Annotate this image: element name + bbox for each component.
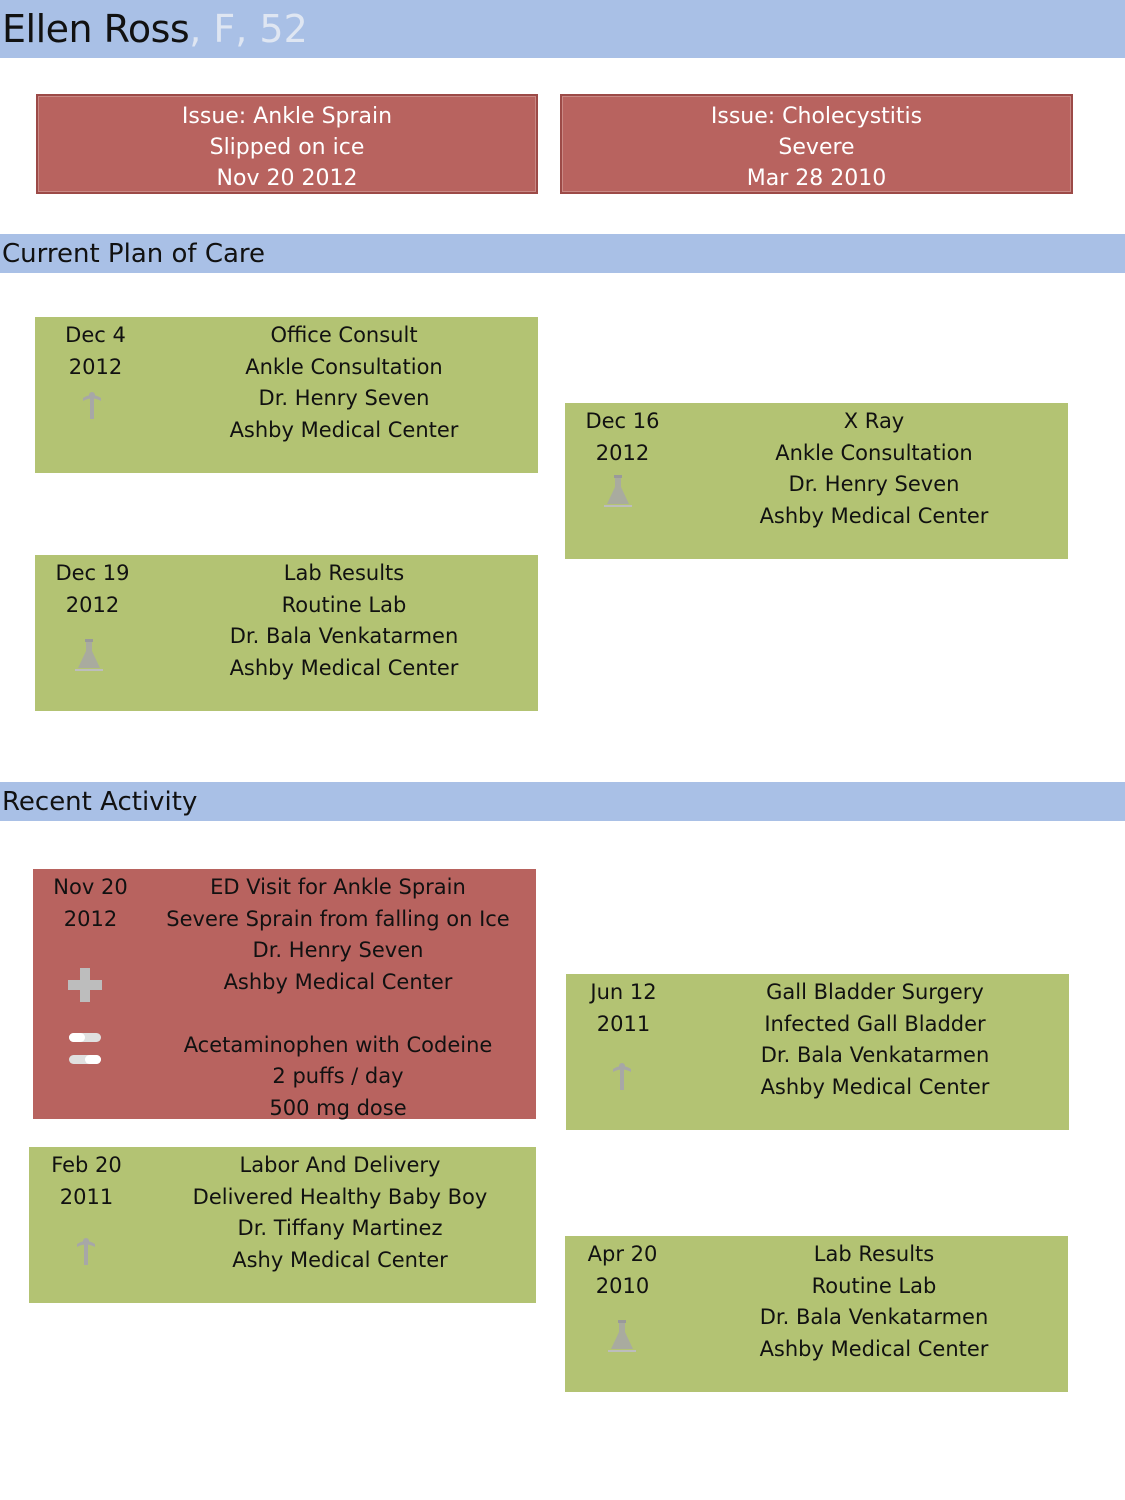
card-doctor: Dr. Bala Venkatarmen <box>229 624 459 648</box>
card-month-day: Dec 19 <box>55 561 130 585</box>
spacer <box>140 998 536 1030</box>
lab-flask-icon <box>69 635 109 675</box>
card-type: X Ray <box>843 409 905 433</box>
card-doctor: Dr. Tiffany Martinez <box>237 1216 443 1240</box>
card-doctor: Dr. Bala Venkatarmen <box>759 1305 989 1329</box>
card-doctor: Dr. Bala Venkatarmen <box>760 1043 990 1067</box>
card-doctor: Dr. Henry Seven <box>252 938 424 962</box>
card-facility: Ashy Medical Center <box>232 1247 448 1272</box>
card-year: 2010 <box>595 1273 650 1298</box>
card-reason: Delivered Healthy Baby Boy <box>192 1184 488 1209</box>
activity-card-ed-visit[interactable] <box>33 869 536 1119</box>
card-year: 2011 <box>596 1011 651 1036</box>
card-year: 2012 <box>595 440 650 465</box>
issue-card-ankle-sprain[interactable] <box>36 94 538 194</box>
card-type: Lab Results <box>283 561 405 585</box>
card-facility: Ashby Medical Center <box>760 1074 990 1099</box>
caduceus-icon <box>66 1231 106 1271</box>
issue-title: Issue: Cholecystitis <box>710 104 923 129</box>
card-reason: Ankle Consultation <box>775 440 973 465</box>
issue-detail: Severe <box>778 135 855 160</box>
card-reason: Routine Lab <box>811 1273 937 1298</box>
activity-card-labor-and-delivery[interactable] <box>29 1147 536 1303</box>
card-doctor: Dr. Henry Seven <box>258 386 430 410</box>
card-body <box>140 872 536 1124</box>
activity-card-lab-results[interactable] <box>565 1236 1068 1392</box>
card-date <box>565 1239 680 1302</box>
recent-activity-header <box>0 782 1125 821</box>
card-reason: Severe Sprain from falling on Ice <box>166 906 510 931</box>
card-reason: Ankle Consultation <box>245 354 443 379</box>
card-date <box>35 558 150 621</box>
card-body <box>680 1239 1068 1365</box>
card-year: 2012 <box>63 906 118 931</box>
activity-card-gall-bladder-surgery[interactable] <box>566 974 1069 1130</box>
lab-flask-icon <box>598 471 638 511</box>
card-body <box>681 977 1069 1103</box>
issue-date: Mar 28 2010 <box>746 166 887 191</box>
patient-name: Ellen Ross <box>2 7 190 51</box>
plan-card-x-ray[interactable] <box>565 403 1068 559</box>
card-date <box>565 406 680 469</box>
section-title: Recent Activity <box>2 786 198 817</box>
card-date <box>33 872 148 935</box>
issue-date: Nov 20 2012 <box>216 166 358 191</box>
issue-detail: Slipped on ice <box>209 135 365 160</box>
card-year: 2011 <box>59 1184 114 1209</box>
card-month-day: Nov 20 <box>53 875 128 899</box>
card-reason: Routine Lab <box>281 592 407 617</box>
lab-flask-icon <box>602 1316 642 1356</box>
card-date <box>29 1150 144 1213</box>
card-type: ED Visit for Ankle Sprain <box>210 875 466 899</box>
caduceus-icon <box>72 385 112 425</box>
pill-icon <box>65 1029 105 1069</box>
card-year: 2012 <box>68 354 123 379</box>
card-month-day: Feb 20 <box>51 1153 122 1177</box>
card-doctor: Dr. Henry Seven <box>788 472 960 496</box>
patient-header <box>0 0 1125 58</box>
section-title: Current Plan of Care <box>2 238 266 269</box>
card-month-day: Dec 4 <box>65 323 126 347</box>
card-month-day: Apr 20 <box>587 1242 658 1266</box>
card-facility: Ashby Medical Center <box>229 655 459 680</box>
issue-card-cholecystitis[interactable] <box>560 94 1073 194</box>
caduceus-icon <box>602 1056 642 1096</box>
card-type: Gall Bladder Surgery <box>766 980 984 1004</box>
card-month-day: Jun 12 <box>590 980 657 1004</box>
card-facility: Ashby Medical Center <box>229 417 459 442</box>
card-facility: Ashby Medical Center <box>759 1336 989 1361</box>
card-body <box>150 320 538 446</box>
card-date <box>566 977 681 1040</box>
card-type: Lab Results <box>813 1242 935 1266</box>
card-type: Office Consult <box>270 323 418 347</box>
medical-cross-icon <box>65 965 105 1005</box>
medication-dose: 500 mg dose <box>269 1095 407 1120</box>
patient-demographics: , F, 52 <box>189 7 308 51</box>
plan-of-care-header <box>0 234 1125 273</box>
medication-frequency: 2 puffs / day <box>272 1064 404 1088</box>
card-reason: Infected Gall Bladder <box>764 1011 986 1036</box>
card-body <box>680 406 1068 532</box>
card-body <box>150 558 538 684</box>
card-type: Labor And Delivery <box>239 1153 441 1177</box>
plan-card-lab-results[interactable] <box>35 555 538 711</box>
card-facility: Ashby Medical Center <box>759 503 989 528</box>
medication-name: Acetaminophen with Codeine <box>183 1032 493 1057</box>
plan-card-office-consult[interactable] <box>35 317 538 473</box>
card-year: 2012 <box>65 592 120 617</box>
card-facility: Ashby Medical Center <box>223 969 453 994</box>
card-month-day: Dec 16 <box>585 409 660 433</box>
card-body <box>144 1150 536 1276</box>
issue-title: Issue: Ankle Sprain <box>181 104 393 129</box>
card-date <box>38 320 153 383</box>
